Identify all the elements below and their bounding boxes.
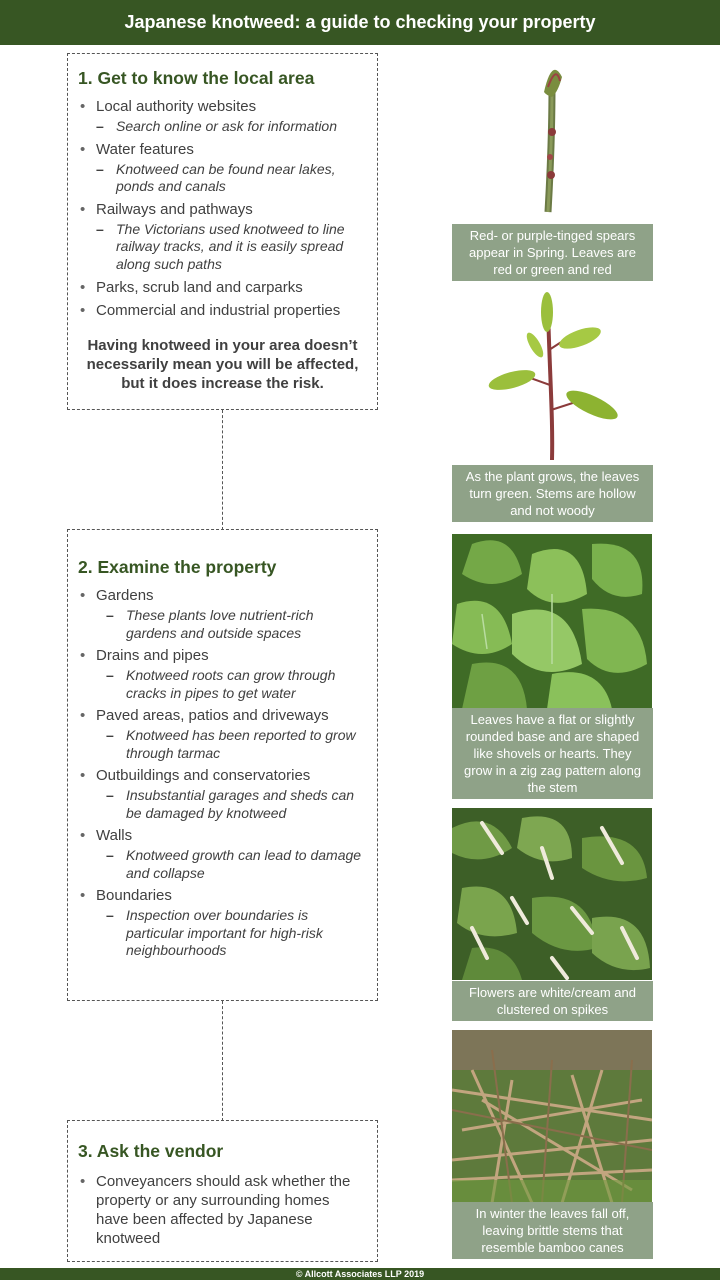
- page-title: Japanese knotweed: a guide to checking your property: [0, 0, 720, 45]
- sub-item: – Search online or ask for information: [96, 118, 337, 134]
- section-title: 3. Ask the vendor: [78, 1141, 224, 1161]
- section-examine-property: [67, 529, 378, 1001]
- sub-item: – Knotweed can be found near lakes, ponds and canals: [96, 160, 336, 194]
- list-item: • Walls: [78, 826, 367, 845]
- knotweed-flowers-photo: [452, 808, 652, 980]
- list-item: • Commercial and industrial properties: [78, 301, 367, 320]
- list-item: • Gardens: [78, 586, 367, 605]
- list-item: • Drains and pipes: [78, 646, 367, 665]
- section-title: 1. Get to know the local area: [78, 68, 315, 88]
- section-title: 2. Examine the property: [78, 557, 277, 577]
- knotweed-leaves-photo: [452, 534, 652, 709]
- sub-item: – Knotweed roots can grow through cracks in pipes to get water: [106, 667, 336, 701]
- connector-line: [222, 1001, 223, 1121]
- list-item: • Parks, scrub land and carparks: [78, 278, 367, 297]
- connector-line: [222, 410, 223, 530]
- section-ask-vendor: [67, 1120, 378, 1262]
- list-item: • Railways and pathways: [78, 200, 367, 219]
- list-item: • Conveyancers should ask whether the property or any surrounding homes have been affected by Japanese knotweed: [78, 1172, 367, 1248]
- caption-flowers: Flowers are white/cream and clustered on spikes: [452, 981, 653, 1021]
- risk-note: Having knotweed in your area doesn’t necessarily mean you will be affected, but it does increase the risk.: [86, 337, 359, 392]
- knotweed-young-plant-photo: [452, 290, 652, 460]
- sub-item: – Insubstantial garages and sheds can be damaged by knotweed: [106, 787, 355, 821]
- caption-winter-canes: In winter the leaves fall off, leaving brittle stems that resemble bamboo canes: [452, 1202, 653, 1259]
- list-item: • Local authority websites: [78, 97, 367, 116]
- sub-item: – The Victorians used knotweed to line railway tracks, and it is easily spread along such paths: [96, 220, 345, 272]
- sub-item: – Inspection over boundaries is particular important for high-risk neighbourhoods: [106, 907, 323, 958]
- caption-spring-spears: Red- or purple-tinged spears appear in Spring. Leaves are red or green and red: [452, 224, 653, 281]
- section-local-area: [67, 53, 378, 410]
- copyright-footer: © Allcott Associates LLP 2019: [0, 1268, 720, 1280]
- sub-item: – Knotweed growth can lead to damage and collapse: [106, 847, 362, 881]
- list-item: • Water features: [78, 140, 367, 159]
- list-item: • Outbuildings and conservatories: [78, 766, 367, 785]
- sub-item: – These plants love nutrient-rich gardens and outside spaces: [106, 607, 314, 641]
- sub-item: – Knotweed has been reported to grow through tarmac: [106, 727, 356, 761]
- knotweed-winter-canes-photo: [452, 1030, 652, 1203]
- list-item: • Boundaries: [78, 886, 367, 905]
- knotweed-spear-photo: [452, 57, 652, 217]
- list-item: • Paved areas, patios and driveways: [78, 706, 367, 725]
- caption-leaf-shape: Leaves have a flat or slightly rounded base and are shaped like shovels or hearts. They grow in a zig zag pattern along the stem: [452, 708, 653, 799]
- caption-growing-plant: As the plant grows, the leaves turn green. Stems are hollow and not woody: [452, 465, 653, 522]
